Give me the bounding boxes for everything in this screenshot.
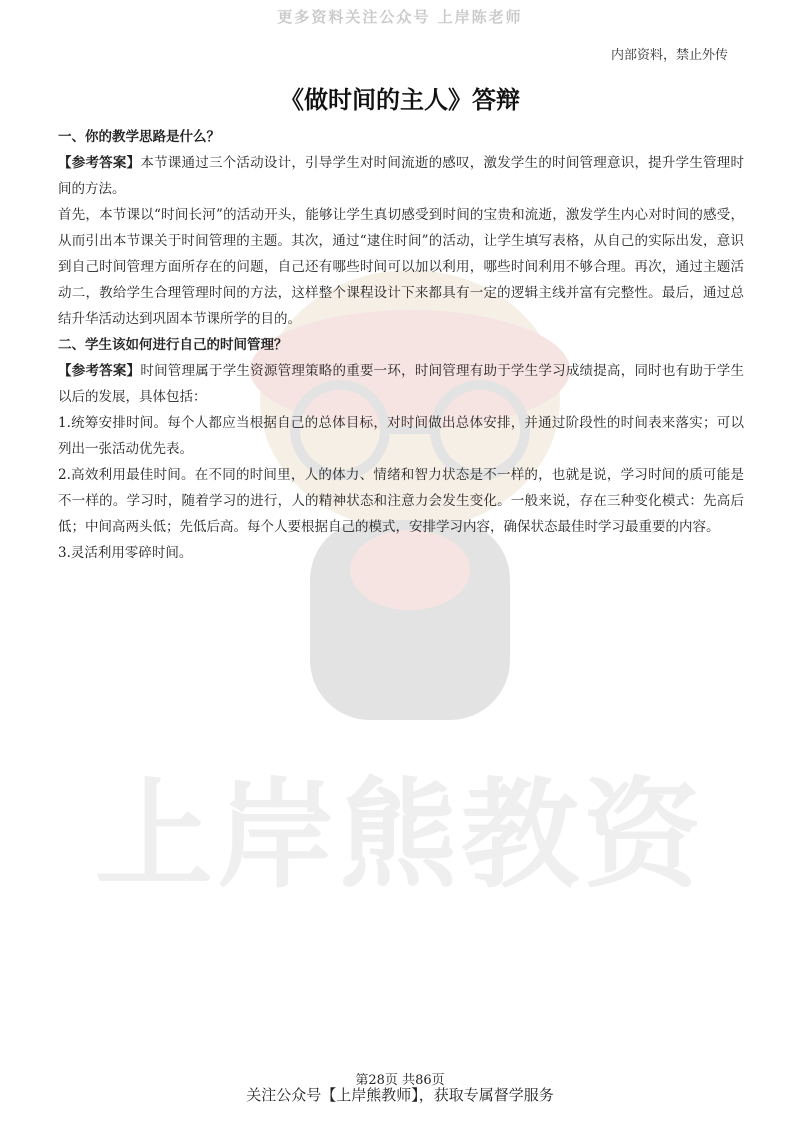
answer-tag: 【参考答案】 <box>58 363 141 379</box>
internal-note: 内部资料，禁止外传 <box>610 48 728 63</box>
answer-1-intro <box>58 150 744 202</box>
answer-2-item-2: 2.高效利用最佳时间。在不同的时间里，人的体力、情绪和智力状态是不一样的，也就是说，学习时间的质可能是不一样的。学习时，随着学习的进行，人的精神状态和注意力会发生变化。一般来说，存在三种变化模式：先高后低；中间高两头低；先低后高。每个人要根据自己的模式，安排学习内容，确保状态最佳时学习最重要的内容。 <box>58 467 744 535</box>
answer-2-intro <box>58 358 744 410</box>
footer-note: 关注公众号【上岸熊教师】，获取专属督学服务 <box>246 1086 554 1104</box>
question-1: 一、你的教学思路是什么？ <box>58 129 220 145</box>
watermark-text: 上岸熊教资 <box>94 766 705 904</box>
answer-1-paragraph: 首先，本节课以“时间长河”的活动开头，能够让学生真切感受到时间的宝贵和流逝，激发学生内心对时间的感受，从而引出本节课关于时间管理的主题。其次，通过“逮住时间”的活动，让学生填写表格，从自己的实际出发，意识到自己时间管理方面所存在的问题，自己还有哪些时间可以加以利用，哪些时间利用不够合理。再次，通过主题活动二，教给学生合理管理时间的方法，这样整个课程设计下来都具有一定的逻辑主线并富有完整性。最后，通过总结升华活动达到巩固本节课所学的目的。 <box>58 207 744 327</box>
document-title: 《做时间的主人》答辩 <box>280 85 520 114</box>
answer-2-item-1: 1.统筹安排时间。每个人都应当根据自己的总体目标，对时间做出总体安排，并通过阶段性的时间表来落实；可以列出一张活动优先表。 <box>58 415 744 457</box>
answer-2-item-3: 3.灵活利用零碎时间。 <box>58 545 193 561</box>
top-banner: 更多资料关注公众号 上岸陈老师 <box>277 8 523 26</box>
answer-1-intro-text: 本节课通过三个活动设计，引导学生对时间流逝的感叹，激发学生的时间管理意识，提升学生管理时间的方法。 <box>58 155 745 197</box>
answer-2-intro-text: 时间管理属于学生资源管理策略的重要一环，时间管理有助于学生学习成绩提高，同时也有助于学生以后的发展，具体包括： <box>58 363 745 405</box>
question-2: 二、学生该如何进行自己的时间管理？ <box>58 337 288 353</box>
page-number: 第28页 共86页 <box>355 1073 445 1088</box>
answer-tag: 【参考答案】 <box>58 155 141 171</box>
document-body <box>58 124 744 566</box>
